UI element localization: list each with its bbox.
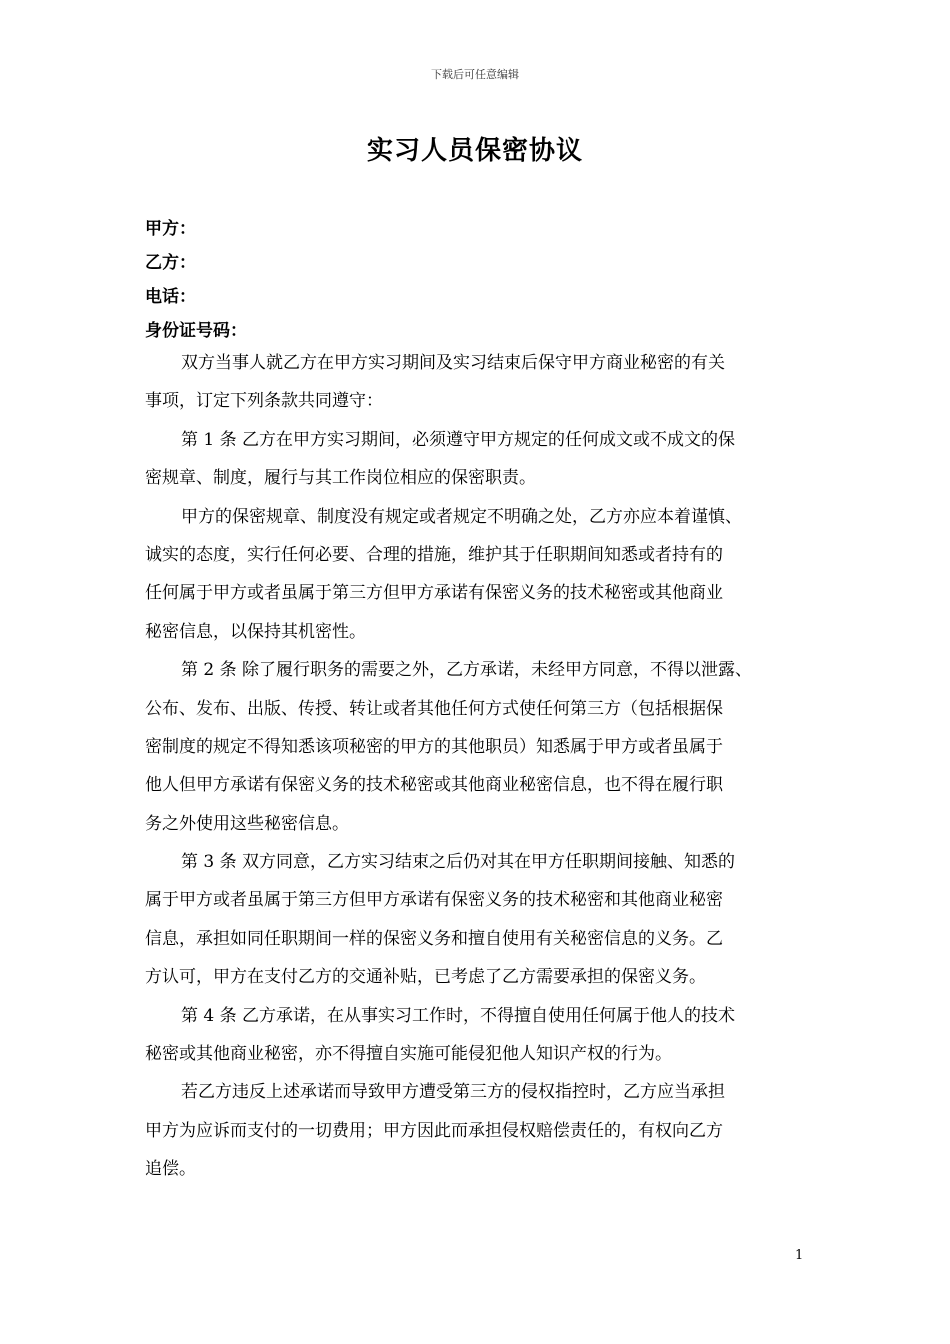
text-line: 事项，订定下列条款共同遵守：	[145, 391, 383, 412]
text-line: 追偿。	[145, 1159, 196, 1180]
text-line: 秘密或其他商业秘密，亦不得擅自实施可能侵犯他人知识产权的行为。	[145, 1044, 672, 1065]
text-line: 甲方的保密规章、制度没有规定或者规定不明确之处，乙方亦应本着谨慎、	[181, 506, 742, 527]
paragraph-article-4-supplement	[145, 1073, 815, 1188]
paragraph-preamble	[145, 344, 815, 421]
text-line: 第 2 条 除了履行职务的需要之外，乙方承诺，未经甲方同意，不得以泄露、	[181, 660, 753, 681]
text-line: 公布、发布、出版、传授、转让或者其他任何方式使任何第三方（包括根据保	[145, 698, 723, 719]
party-b-label: 乙方：	[145, 253, 196, 273]
party-a-label: 甲方：	[145, 219, 196, 239]
paragraph-article-1-supplement	[145, 498, 815, 652]
text-line: 甲方为应诉而支付的一切费用；甲方因此而承担侵权赔偿责任的，有权向乙方	[145, 1120, 723, 1141]
party-info-block	[145, 212, 247, 348]
paragraph-article-1	[145, 421, 815, 498]
text-line: 密规章、制度，履行与其工作岗位相应的保密职责。	[145, 468, 536, 489]
text-line: 第 1 条 乙方在甲方实习期间，必须遵守甲方规定的任何成文或不成文的保	[181, 429, 736, 450]
text-line: 第 3 条 双方同意，乙方实习结束之后仍对其在甲方任职期间接触、知悉的	[181, 852, 736, 873]
text-line: 任何属于甲方或者虽属于第三方但甲方承诺有保密义务的技术秘密或其他商业	[145, 583, 723, 604]
text-line: 他人但甲方承诺有保密义务的技术秘密或其他商业秘密信息，也不得在履行职	[145, 775, 723, 796]
text-line: 双方当事人就乙方在甲方实习期间及实习结束后保守甲方商业秘密的有关	[181, 353, 725, 373]
text-line: 诚实的态度，实行任何必要、合理的措施，维护其于任职期间知悉或者持有的	[145, 544, 723, 565]
phone-label: 电话：	[145, 287, 196, 307]
header-note: 下载后可任意编辑	[431, 68, 519, 81]
agreement-body	[145, 344, 815, 1189]
text-line: 务之外使用这些秘密信息。	[145, 813, 349, 834]
paragraph-article-3	[145, 843, 815, 997]
text-line: 若乙方违反上述承诺而导致甲方遭受第三方的侵权指控时，乙方应当承担	[181, 1082, 725, 1103]
text-line: 秘密信息，以保持其机密性。	[145, 621, 366, 642]
document-title: 实习人员保密协议	[366, 136, 583, 166]
text-line: 第 4 条 乙方承诺，在从事实习工作时，不得擅自使用任何属于他人的技术	[181, 1005, 736, 1026]
text-line: 属于甲方或者虽属于第三方但甲方承诺有保密义务的技术秘密和其他商业秘密	[145, 890, 723, 911]
page-number: 1	[795, 1248, 804, 1263]
text-line: 密制度的规定不得知悉该项秘密的甲方的其他职员）知悉属于甲方或者虽属于	[145, 736, 723, 757]
paragraph-article-2	[145, 651, 815, 843]
id-number-label: 身份证号码：	[145, 321, 247, 341]
text-line: 方认可，甲方在支付乙方的交通补贴，已考虑了乙方需要承担的保密义务。	[145, 967, 706, 988]
text-line: 信息，承担如同任职期间一样的保密义务和擅自使用有关秘密信息的义务。乙	[145, 928, 723, 949]
paragraph-article-4	[145, 997, 815, 1074]
